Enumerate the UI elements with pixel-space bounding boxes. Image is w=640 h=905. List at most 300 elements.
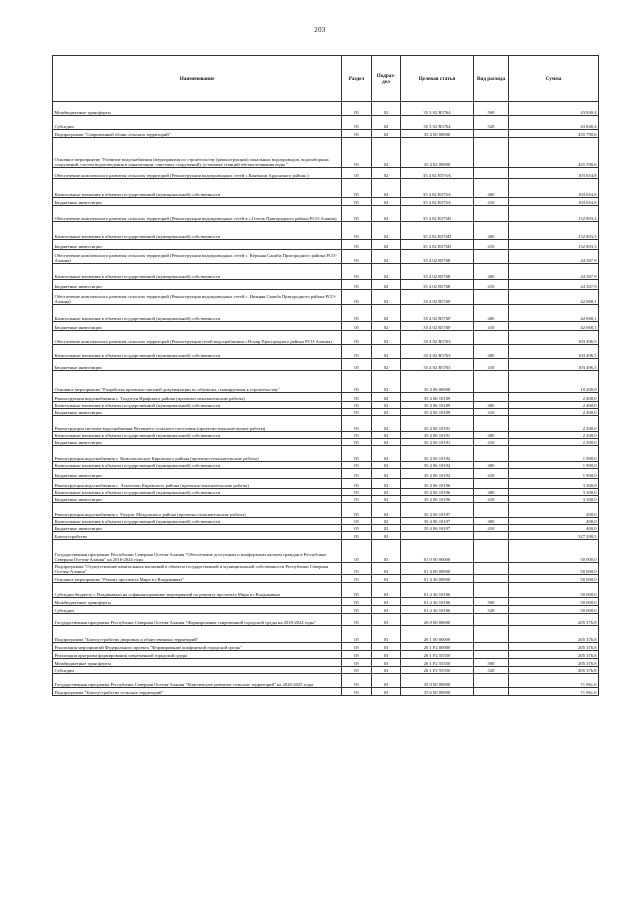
row-subsection: 02 bbox=[372, 290, 401, 305]
row-name: Реконструкция водоснабжения с. Толдзгун Ирафского района (проектно-изыскательские работы) bbox=[53, 393, 342, 402]
row-target: 35 4 06 10191 bbox=[401, 432, 474, 439]
header-subsection: Подраз-дел bbox=[372, 56, 401, 102]
table-row bbox=[53, 240, 599, 250]
row-name: Капитальные вложения в объекты государственной (муниципальной) собственности bbox=[53, 264, 342, 280]
row-name: Бюджетные инвестиции bbox=[53, 469, 342, 479]
row-subsection: 03 bbox=[372, 688, 401, 696]
table-row bbox=[53, 503, 599, 518]
row-kind bbox=[474, 626, 509, 643]
row-section: 05 bbox=[342, 489, 372, 496]
row-kind bbox=[474, 446, 509, 462]
row-kind: 400 bbox=[474, 518, 509, 525]
row-kind: 520 bbox=[474, 667, 509, 674]
table-row bbox=[53, 489, 599, 496]
header-name: Наименование bbox=[53, 56, 342, 102]
row-target: 35 4 06 10196 bbox=[401, 479, 474, 489]
row-section: 05 bbox=[342, 503, 372, 518]
table-row bbox=[53, 416, 599, 432]
row-kind bbox=[474, 575, 509, 583]
row-subsection: 03 bbox=[372, 674, 401, 688]
row-target: 35 4 06 10191 bbox=[401, 416, 474, 432]
row-target: 26 1 F2 55550 bbox=[401, 659, 474, 667]
row-name: Субсидии bbox=[53, 606, 342, 614]
row-subsection: 02 bbox=[372, 116, 401, 130]
row-section: 05 bbox=[342, 345, 372, 359]
row-amount: 205 376,8 bbox=[509, 643, 599, 651]
row-section: 05 bbox=[342, 439, 372, 446]
row-name: Реализация мероприятий Федерального проекта "Формирование комфортной городской среды" bbox=[53, 643, 342, 651]
row-name: Подпрограмма "Благоустройство дворовых и общественных территорий" bbox=[53, 626, 342, 643]
table-row bbox=[53, 371, 599, 393]
row-kind bbox=[474, 250, 509, 264]
row-subsection: 02 bbox=[372, 432, 401, 439]
row-section: 05 bbox=[342, 598, 372, 606]
row-section: 05 bbox=[342, 222, 372, 240]
row-name: Бюджетные инвестиции bbox=[53, 198, 342, 206]
row-target: 35 4 02 R5763 bbox=[401, 345, 474, 359]
row-subsection: 03 bbox=[372, 583, 401, 598]
row-amount: 44 367,9 bbox=[509, 280, 599, 290]
row-section: 05 bbox=[342, 674, 372, 688]
table-row bbox=[53, 667, 599, 674]
row-target: 01 4 36 10186 bbox=[401, 606, 474, 614]
table-row bbox=[53, 290, 599, 305]
table-row bbox=[53, 479, 599, 489]
row-target: 35 4 06 10189 bbox=[401, 402, 474, 409]
row-kind: 410 bbox=[474, 240, 509, 250]
table-row bbox=[53, 598, 599, 606]
row-section: 05 bbox=[342, 402, 372, 409]
row-name: Государственная программа Республики Северная Осетия-Алания "Комплексное развитие сельских территорий" на 2020-2025 годы bbox=[53, 674, 342, 688]
row-target: 35 6 00 00000 bbox=[401, 688, 474, 696]
row-subsection: 02 bbox=[372, 462, 401, 469]
row-subsection: 03 bbox=[372, 659, 401, 667]
row-section: 05 bbox=[342, 331, 372, 345]
row-section: 05 bbox=[342, 525, 372, 532]
row-kind: 400 bbox=[474, 345, 509, 359]
row-name: Государственная программа Республики Северная Осетия-Алания "Формирование современной городской среды на 2018-2024 годы" bbox=[53, 614, 342, 626]
row-name: Обеспечение комплексного развития сельских территорий (Реконструкция водопроводных сетей с.Кантыши Ардонского района ) bbox=[53, 168, 342, 179]
table-row bbox=[53, 540, 599, 563]
table-row bbox=[53, 575, 599, 583]
row-target: 35 4 02 R576E bbox=[401, 264, 474, 280]
row-target: 35 4 06 10197 bbox=[401, 503, 474, 518]
row-subsection: 02 bbox=[372, 371, 401, 393]
row-subsection: 02 bbox=[372, 409, 401, 416]
row-section: 05 bbox=[342, 532, 372, 540]
row-subsection: 02 bbox=[372, 305, 401, 322]
row-name: Бюджетные инвестиции bbox=[53, 280, 342, 290]
row-target bbox=[401, 532, 474, 540]
row-subsection: 03 bbox=[372, 651, 401, 659]
row-amount: 43 840,4 bbox=[509, 116, 599, 130]
row-subsection: 02 bbox=[372, 503, 401, 518]
row-target: 01 4 00 00000 bbox=[401, 563, 474, 575]
row-amount: 43 840,4 bbox=[509, 102, 599, 116]
row-kind: 410 bbox=[474, 409, 509, 416]
row-section: 05 bbox=[342, 264, 372, 280]
row-section: 05 bbox=[342, 138, 372, 168]
row-target: 35 4 02 R576D bbox=[401, 206, 474, 222]
row-target: 26 1 00 00000 bbox=[401, 626, 474, 643]
row-section: 05 bbox=[342, 479, 372, 489]
row-kind bbox=[474, 503, 509, 518]
row-name: Капитальные вложения в объекты государственной (муниципальной) собственности bbox=[53, 489, 342, 496]
row-kind: 410 bbox=[474, 469, 509, 479]
row-kind bbox=[474, 416, 509, 432]
row-target: 35 4 02 R576A bbox=[401, 168, 474, 179]
row-amount: 50 000,0 bbox=[509, 563, 599, 575]
row-kind bbox=[474, 563, 509, 575]
row-target: 35 4 06 10196 bbox=[401, 496, 474, 503]
row-target: 35 4 02 R576E bbox=[401, 280, 474, 290]
row-amount: 50 000,0 bbox=[509, 583, 599, 598]
row-name: Обеспечение комплексного развития сельских территорий (Реконструкция сетей водоснабжения с.Ногир Пригородного района РСО-Алания) bbox=[53, 331, 342, 345]
row-target: 35 4 02 R576F bbox=[401, 322, 474, 331]
row-amount: 205 376,8 bbox=[509, 667, 599, 674]
row-amount: 1 900,0 bbox=[509, 462, 599, 469]
row-target: 35 4 02 R576A bbox=[401, 179, 474, 198]
row-name: Субсидии bbox=[53, 667, 342, 674]
row-amount: 3 300,0 bbox=[509, 479, 599, 489]
row-amount: 42 068,1 bbox=[509, 322, 599, 331]
row-subsection: 02 bbox=[372, 439, 401, 446]
table-row bbox=[53, 305, 599, 322]
table-row bbox=[53, 168, 599, 179]
row-subsection: 02 bbox=[372, 416, 401, 432]
row-amount: 205 376,8 bbox=[509, 659, 599, 667]
row-kind: 500 bbox=[474, 598, 509, 606]
row-name: Бюджетные инвестиции bbox=[53, 240, 342, 250]
row-section: 05 bbox=[342, 659, 372, 667]
row-section: 05 bbox=[342, 116, 372, 130]
row-name: Основное мероприятие "Ремонт проспекта Мира в г.Владикавказ" bbox=[53, 575, 342, 583]
row-section: 05 bbox=[342, 643, 372, 651]
table-row bbox=[53, 138, 599, 168]
table-row bbox=[53, 614, 599, 626]
row-amount: 400,0 bbox=[509, 525, 599, 532]
row-section: 05 bbox=[342, 496, 372, 503]
table-row bbox=[53, 264, 599, 280]
table-row bbox=[53, 359, 599, 371]
row-amount: 2 400,0 bbox=[509, 402, 599, 409]
row-kind bbox=[474, 540, 509, 563]
row-amount: 42 068,1 bbox=[509, 305, 599, 322]
table-row bbox=[53, 674, 599, 688]
row-target: 35 4 06 10197 bbox=[401, 518, 474, 525]
table-row bbox=[53, 222, 599, 240]
row-section: 05 bbox=[342, 626, 372, 643]
row-subsection: 02 bbox=[372, 102, 401, 116]
row-subsection: 02 bbox=[372, 359, 401, 371]
table-row bbox=[53, 462, 599, 469]
row-name: Бюджетные инвестиции bbox=[53, 525, 342, 532]
table-row bbox=[53, 198, 599, 206]
row-name: Обеспечение комплексного развития сельских территорий (Реконструкция водопроводных сетей с. Верхняя Санибa Пригородного района РСО-Алания) bbox=[53, 250, 342, 264]
row-amount: 103 496,5 bbox=[509, 345, 599, 359]
row-subsection: 02 bbox=[372, 518, 401, 525]
page-number: 203 bbox=[314, 26, 326, 34]
row-amount: 10 200,0 bbox=[509, 371, 599, 393]
row-name: Капитальные вложения в объекты государственной (муниципальной) собственности bbox=[53, 432, 342, 439]
row-subsection: 02 bbox=[372, 402, 401, 409]
row-kind: 410 bbox=[474, 496, 509, 503]
row-amount: 50 000,0 bbox=[509, 540, 599, 563]
row-name: Капитальные вложения в объекты государственной (муниципальной) собственности bbox=[53, 518, 342, 525]
row-section: 05 bbox=[342, 240, 372, 250]
row-kind: 520 bbox=[474, 606, 509, 614]
row-subsection: 03 bbox=[372, 667, 401, 674]
row-name: Бюджетные инвестиции bbox=[53, 496, 342, 503]
row-amount: 103 496,5 bbox=[509, 331, 599, 345]
row-kind: 410 bbox=[474, 359, 509, 371]
row-amount: 3 300,0 bbox=[509, 489, 599, 496]
table-row bbox=[53, 583, 599, 598]
row-amount: 1 900,0 bbox=[509, 446, 599, 462]
row-section: 05 bbox=[342, 250, 372, 264]
row-amount: 103 654,8 bbox=[509, 198, 599, 206]
table-row bbox=[53, 643, 599, 651]
row-subsection: 02 bbox=[372, 525, 401, 532]
row-name: Реконструкция водоснабжения с. Раздзог Моздокского района (проектно-изыскательские работы) bbox=[53, 503, 342, 518]
row-subsection: 03 bbox=[372, 606, 401, 614]
row-kind: 500 bbox=[474, 102, 509, 116]
row-amount: 103 654,8 bbox=[509, 179, 599, 198]
row-section: 05 bbox=[342, 168, 372, 179]
row-name: Подпрограмма "Осуществление капитальных вложений в объекты государственной и муниципальной собственности Республики Северная Осетия-Алания" bbox=[53, 563, 342, 575]
row-section: 05 bbox=[342, 280, 372, 290]
table-row bbox=[53, 102, 599, 116]
row-amount: 50 000,0 bbox=[509, 606, 599, 614]
table-header-row bbox=[53, 56, 599, 102]
row-kind bbox=[474, 614, 509, 626]
row-name: Основное мероприятие "Развитие водоснабжения (мероприятия по строительству (реконструкции) локальных водопроводов, водозаборных сооружений, систем водоотведения и канализации, очистных сооружений), установка станций обезжелезивания воды " bbox=[53, 138, 342, 168]
table-row bbox=[53, 532, 599, 540]
row-subsection: 02 bbox=[372, 130, 401, 138]
row-name: Благоустройство bbox=[53, 532, 342, 540]
row-section: 05 bbox=[342, 305, 372, 322]
row-kind: 410 bbox=[474, 525, 509, 532]
row-section: 05 bbox=[342, 416, 372, 432]
table-row bbox=[53, 518, 599, 525]
row-amount: 2 200,0 bbox=[509, 432, 599, 439]
row-kind: 400 bbox=[474, 432, 509, 439]
row-name: Капитальные вложения в объекты государственной (муниципальной) собственности bbox=[53, 222, 342, 240]
row-kind bbox=[474, 206, 509, 222]
row-section: 05 bbox=[342, 322, 372, 331]
row-target: 35 4 06 00000 bbox=[401, 371, 474, 393]
table-row bbox=[53, 563, 599, 575]
row-section: 05 bbox=[342, 606, 372, 614]
table-row bbox=[53, 250, 599, 264]
table-row bbox=[53, 402, 599, 409]
row-subsection: 02 bbox=[372, 393, 401, 402]
row-subsection: 02 bbox=[372, 206, 401, 222]
row-target: 01 4 36 00000 bbox=[401, 575, 474, 583]
row-section: 05 bbox=[342, 393, 372, 402]
row-section: 05 bbox=[342, 469, 372, 479]
row-name: Капитальные вложения в объекты государственной (муниципальной) собственности bbox=[53, 402, 342, 409]
row-section: 05 bbox=[342, 198, 372, 206]
row-amount: 435 790,6 bbox=[509, 130, 599, 138]
row-name: Капитальные вложения в объекты государственной (муниципальной) собственности bbox=[53, 345, 342, 359]
table-row bbox=[53, 130, 599, 138]
table-row bbox=[53, 439, 599, 446]
row-kind: 400 bbox=[474, 462, 509, 469]
row-subsection: 03 bbox=[372, 563, 401, 575]
row-subsection: 02 bbox=[372, 138, 401, 168]
row-amount: 132 803,3 bbox=[509, 206, 599, 222]
budget-table bbox=[52, 55, 599, 696]
row-subsection: 03 bbox=[372, 643, 401, 651]
row-target: 35 4 02 R576F bbox=[401, 305, 474, 322]
row-target: 26 1 F2 55550 bbox=[401, 651, 474, 659]
header-target: Целевая статья bbox=[401, 56, 474, 102]
row-amount: 44 367,9 bbox=[509, 264, 599, 280]
row-section: 05 bbox=[342, 540, 372, 563]
row-kind bbox=[474, 130, 509, 138]
row-kind bbox=[474, 674, 509, 688]
row-name: Межбюджетные трансферты bbox=[53, 659, 342, 667]
row-name: Капитальные вложения в объекты государственной (муниципальной) собственности bbox=[53, 179, 342, 198]
row-subsection: 03 bbox=[372, 540, 401, 563]
header-kind: Вид расхода bbox=[474, 56, 509, 102]
row-target: 26 0 00 00000 bbox=[401, 614, 474, 626]
row-subsection: 02 bbox=[372, 168, 401, 179]
table-row bbox=[53, 322, 599, 331]
row-amount: 132 803,3 bbox=[509, 222, 599, 240]
row-kind: 410 bbox=[474, 198, 509, 206]
row-section: 05 bbox=[342, 563, 372, 575]
row-target: 35 4 02 R5763 bbox=[401, 331, 474, 345]
row-amount: 400,0 bbox=[509, 518, 599, 525]
row-amount: 3 300,0 bbox=[509, 496, 599, 503]
row-name: Реализация программ формирования современной городской среды bbox=[53, 651, 342, 659]
row-subsection: 03 bbox=[372, 626, 401, 643]
row-subsection: 02 bbox=[372, 496, 401, 503]
row-amount: 50 000,0 bbox=[509, 598, 599, 606]
row-target: 35 3 02 R5764 bbox=[401, 102, 474, 116]
row-kind: 400 bbox=[474, 222, 509, 240]
table-row bbox=[53, 606, 599, 614]
row-kind: 400 bbox=[474, 264, 509, 280]
row-name: Бюджетные инвестиции bbox=[53, 359, 342, 371]
row-name: Субсидии бюджету г. Владикавказ на софинансирование мероприятий по ремонту проспекта Мира в г.Владикавказ bbox=[53, 583, 342, 598]
row-subsection: 02 bbox=[372, 264, 401, 280]
table-row bbox=[53, 432, 599, 439]
row-kind bbox=[474, 643, 509, 651]
row-amount: 71 961,6 bbox=[509, 674, 599, 688]
table-row bbox=[53, 651, 599, 659]
row-section: 05 bbox=[342, 446, 372, 462]
row-kind bbox=[474, 138, 509, 168]
row-target: 35 4 02 R576D bbox=[401, 240, 474, 250]
row-section: 05 bbox=[342, 179, 372, 198]
row-target: 26 1 F2 55550 bbox=[401, 667, 474, 674]
row-amount: 205 376,8 bbox=[509, 614, 599, 626]
table-row bbox=[53, 688, 599, 696]
row-kind bbox=[474, 371, 509, 393]
row-target: 01 4 36 10186 bbox=[401, 583, 474, 598]
row-name: Бюджетные инвестиции bbox=[53, 409, 342, 416]
row-subsection: 03 bbox=[372, 575, 401, 583]
row-kind bbox=[474, 331, 509, 345]
row-amount: 327 298,5 bbox=[509, 532, 599, 540]
row-amount: 50 000,0 bbox=[509, 575, 599, 583]
header-section: Раздел bbox=[342, 56, 372, 102]
row-section: 05 bbox=[342, 667, 372, 674]
row-subsection: 02 bbox=[372, 322, 401, 331]
table-row bbox=[53, 393, 599, 402]
row-subsection: 02 bbox=[372, 240, 401, 250]
row-amount: 205 376,8 bbox=[509, 651, 599, 659]
row-subsection: 03 bbox=[372, 532, 401, 540]
row-name: Бюджетные инвестиции bbox=[53, 439, 342, 446]
row-target: 35 4 02 R576E bbox=[401, 250, 474, 264]
row-kind: 410 bbox=[474, 280, 509, 290]
row-section: 05 bbox=[342, 651, 372, 659]
table-row bbox=[53, 409, 599, 416]
table-row bbox=[53, 206, 599, 222]
row-name: Межбюджетные трансферты bbox=[53, 102, 342, 116]
row-name: Основное мероприятие "Разработка проектно-сметной документации по объектам, планируемым к строительству" bbox=[53, 371, 342, 393]
row-section: 05 bbox=[342, 688, 372, 696]
row-target: 35 4 06 10197 bbox=[401, 525, 474, 532]
row-name: Межбюджетные трансферты bbox=[53, 598, 342, 606]
row-name: Реконструкция водоснабжения с. Комсомольское Кировского района (проектно-изыскательские работы) bbox=[53, 446, 342, 462]
row-kind bbox=[474, 168, 509, 179]
row-amount: 103 496,5 bbox=[509, 359, 599, 371]
row-target: 35 4 02 R576A bbox=[401, 198, 474, 206]
row-section: 05 bbox=[342, 371, 372, 393]
row-amount: 425 590,6 bbox=[509, 138, 599, 168]
table-row bbox=[53, 331, 599, 345]
row-name: Субсидии bbox=[53, 116, 342, 130]
row-kind: 520 bbox=[474, 116, 509, 130]
row-subsection: 02 bbox=[372, 179, 401, 198]
table-row bbox=[53, 626, 599, 643]
table-row bbox=[53, 345, 599, 359]
row-name: Обеспечение комплексного развития сельских территорий (Реконструкция водопроводных сетей с. Нижняя Саниба Пригородного района РСО-Алания) bbox=[53, 290, 342, 305]
row-name: Реконструкция водоснабжения с. Эльхотово Кировского района (проектно-изыскательские работы) bbox=[53, 479, 342, 489]
row-kind bbox=[474, 393, 509, 402]
row-subsection: 02 bbox=[372, 198, 401, 206]
row-amount: 132 803,3 bbox=[509, 240, 599, 250]
row-amount: 2 400,0 bbox=[509, 393, 599, 402]
row-subsection: 02 bbox=[372, 446, 401, 462]
row-amount: 42 068,1 bbox=[509, 290, 599, 305]
row-section: 05 bbox=[342, 462, 372, 469]
row-amount: 1 900,0 bbox=[509, 469, 599, 479]
table-row bbox=[53, 280, 599, 290]
row-target: 26 1 F2 00000 bbox=[401, 643, 474, 651]
row-target: 35 4 06 10189 bbox=[401, 393, 474, 402]
row-section: 05 bbox=[342, 518, 372, 525]
row-target: 35 4 06 10192 bbox=[401, 446, 474, 462]
row-amount: 2 400,0 bbox=[509, 409, 599, 416]
row-kind bbox=[474, 688, 509, 696]
table-row bbox=[53, 469, 599, 479]
header-amount: Сумма bbox=[509, 56, 599, 102]
row-subsection: 02 bbox=[372, 469, 401, 479]
row-kind: 400 bbox=[474, 402, 509, 409]
row-target: 35 3 02 R5764 bbox=[401, 116, 474, 130]
row-kind bbox=[474, 290, 509, 305]
row-target: 35 4 02 R576F bbox=[401, 290, 474, 305]
row-target: 01 4 36 10186 bbox=[401, 598, 474, 606]
row-amount: 2 200,0 bbox=[509, 416, 599, 432]
row-subsection: 02 bbox=[372, 479, 401, 489]
